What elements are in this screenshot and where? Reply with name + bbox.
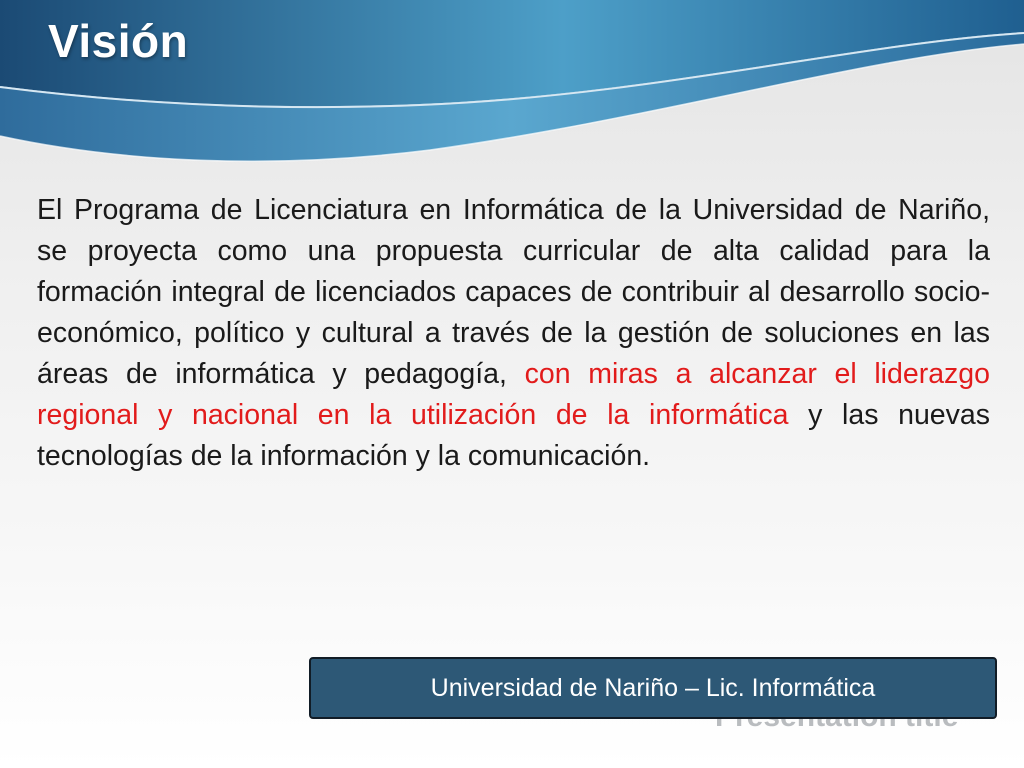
footer-label: Universidad de Nariño – Lic. Informática — [430, 673, 876, 702]
vision-paragraph — [37, 190, 990, 477]
footer-banner — [309, 657, 997, 719]
vision-text-closing: y las nuevas tecnologías de la información y la comunicación. — [37, 399, 991, 472]
slide-title: Visión — [48, 15, 189, 67]
vision-text-highlight: con miras a alcanzar el liderazgo regional y nacional en la utilización de la informática — [37, 358, 991, 431]
vision-text-intro: El Programa de Licenciatura en Informática de la Universidad de Nariño, se proyecta como una propuesta curricular de alta calidad para la formación integral de licenciados capaces de contribuir al desarrollo socio-económico, político y cultural a través de la gestión de soluciones en las áreas de informática y pedagogía, — [37, 194, 990, 390]
